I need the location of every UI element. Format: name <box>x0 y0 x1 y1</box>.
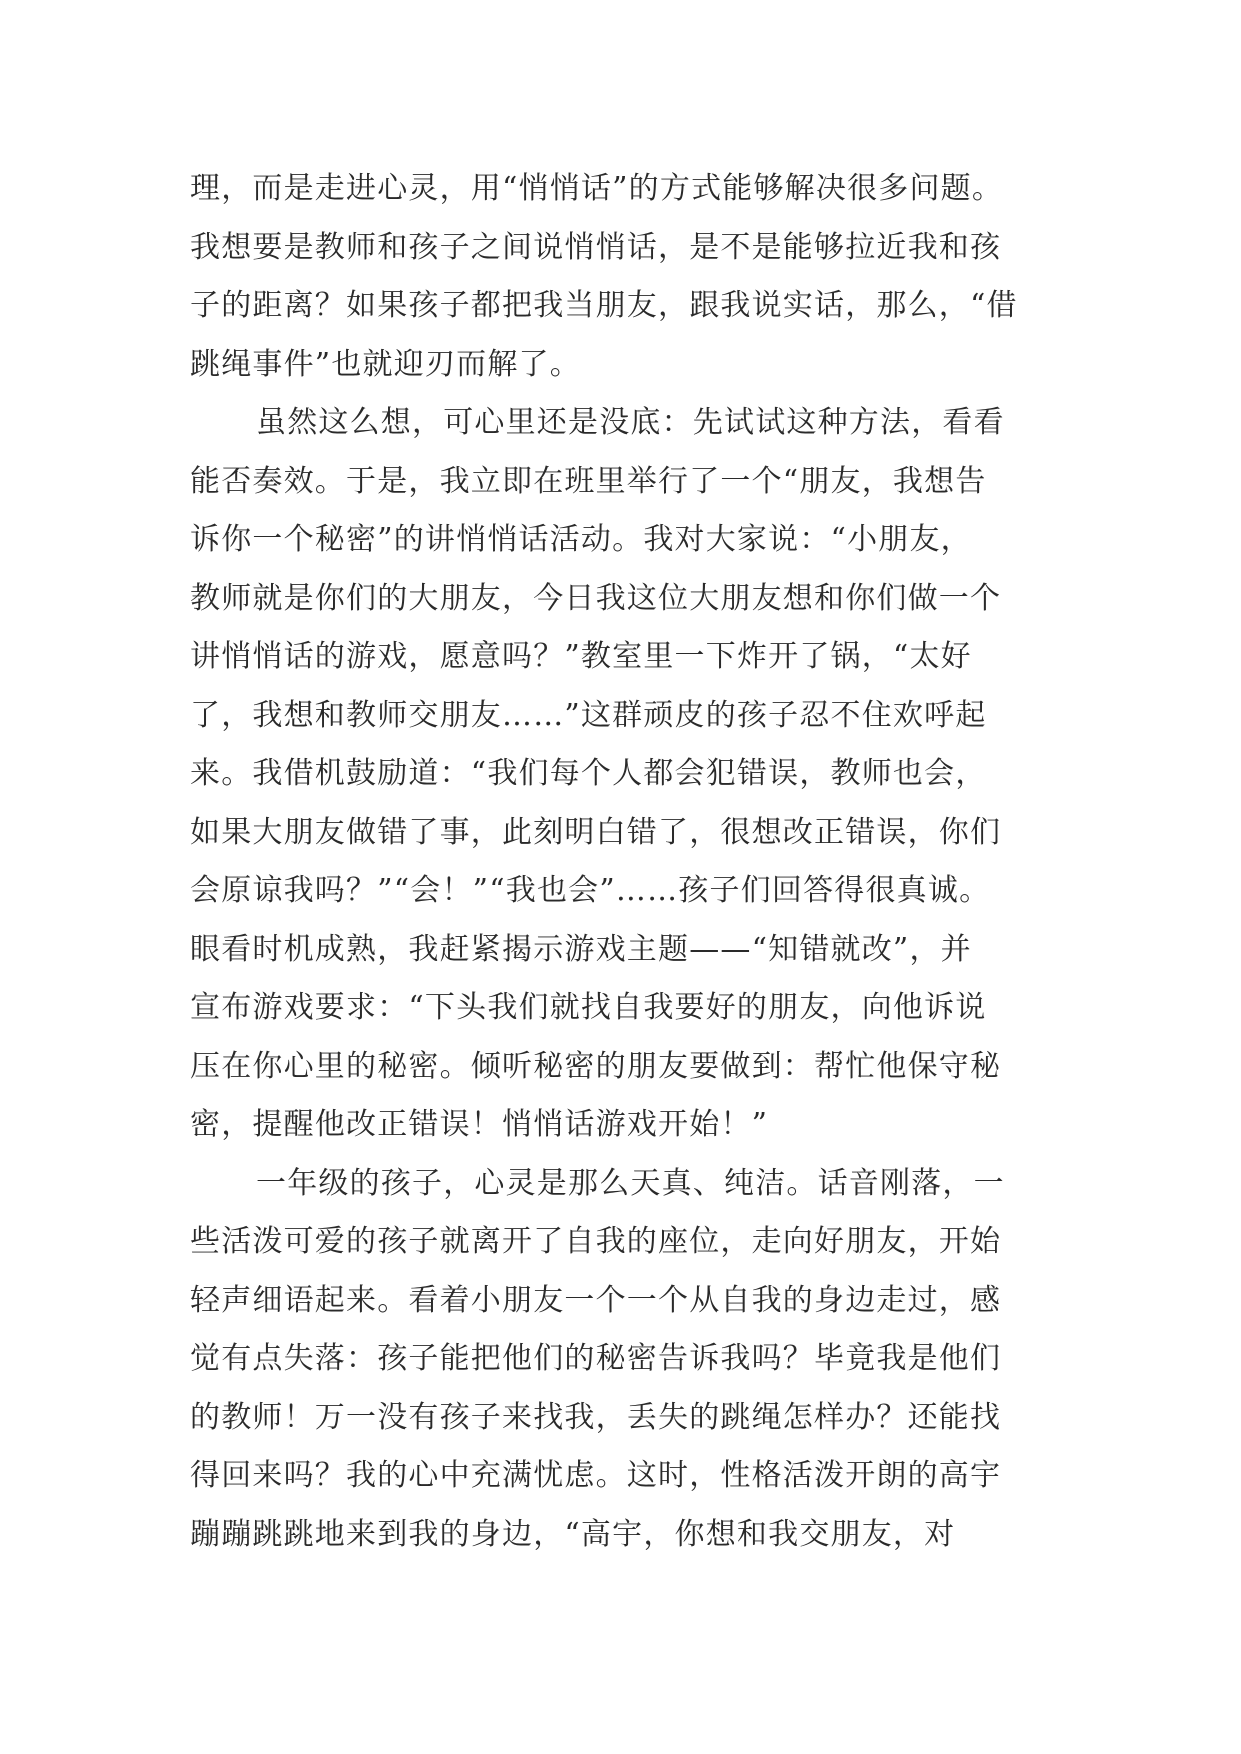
text-line: 觉有点失落：孩子能把他们的秘密告诉我吗？毕竟我是他们 <box>190 1341 1002 1376</box>
text-line: 我想要是教师和孩子之间说悄悄话，是不是能够拉近我和孩 <box>190 229 1002 265</box>
text-line: 子的距离？如果孩子都把我当朋友，跟我说实话，那么，“借 <box>190 288 1018 323</box>
text-line: 能否奏效。于是，我立即在班里举行了一个“朋友，我想告 <box>190 463 987 499</box>
text-line: 轻声细语起来。看着小朋友一个一个从自我的身边走过，感 <box>190 1282 1002 1318</box>
paragraph-first-line: 一年级的孩子，心灵是那么天真、纯洁。话音刚落，一 <box>256 1165 1005 1201</box>
text-line: 的教师！万一没有孩子来找我，丢失的跳绳怎样办？还能找 <box>190 1399 1002 1435</box>
text-line: 教师就是你们的大朋友，今日我这位大朋友想和你们做一个 <box>190 580 1002 616</box>
text-line: 如果大朋友做错了事，此刻明白错了，很想改正错误，你们 <box>190 814 1002 850</box>
text-line: 宣布游戏要求：“下头我们就找自我要好的朋友，向他诉说 <box>190 990 987 1025</box>
text-line: 密，提醒他改正错误！悄悄话游戏开始！” <box>190 1107 769 1142</box>
text-line: 会原谅我吗？”“会！”“我也会”……孩子们回答得很真诚。 <box>190 873 991 908</box>
text-line: 些活泼可爱的孩子就离开了自我的座位，走向好朋友，开始 <box>190 1224 1002 1259</box>
text-line: 理，而是走进心灵，用“悄悄话”的方式能够解决很多问题。 <box>190 171 1004 206</box>
text-line: 蹦蹦跳跳地来到我的身边，“高宇，你想和我交朋友，对 <box>190 1516 956 1552</box>
paragraph-first-line: 虽然这么想，可心里还是没底：先试试这种方法，看看 <box>256 405 1005 440</box>
text-line: 压在你心里的秘密。倾听秘密的朋友要做到：帮忙他保守秘 <box>190 1048 1002 1084</box>
body-text <box>190 160 1070 1564</box>
text-line: 讲悄悄话的游戏，愿意吗？”教室里一下炸开了锅，“太好 <box>190 639 972 674</box>
text-line: 了，我想和教师交朋友……”这群顽皮的孩子忍不住欢呼起 <box>190 697 987 733</box>
text-line: 诉你一个秘密”的讲悄悄话活动。我对大家说：“小朋友， <box>190 522 972 557</box>
text-line: 跳绳事件”也就迎刃而解了。 <box>190 346 581 382</box>
text-line: 眼看时机成熟，我赶紧揭示游戏主题——“知错就改”，并 <box>190 931 972 967</box>
text-line: 得回来吗？我的心中充满忧虑。这时，性格活泼开朗的高宇 <box>190 1458 1002 1493</box>
text-line: 来。我借机鼓励道：“我们每个人都会犯错误，教师也会， <box>190 756 987 791</box>
